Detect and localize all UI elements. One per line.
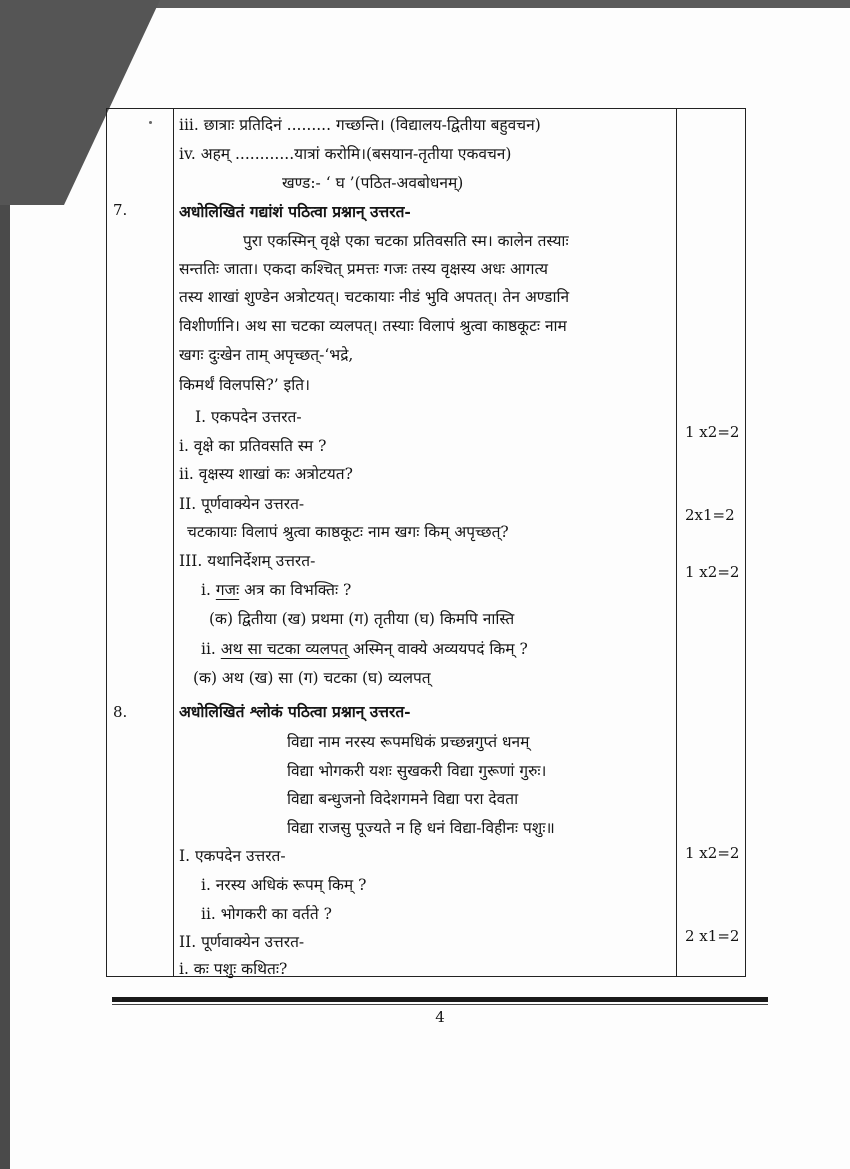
question-table [106, 108, 746, 977]
q7-part3-q1-suffix: अत्र का विभक्तिः ? [244, 581, 352, 599]
q8-part2-title: II. पूर्णवाक्येन उत्तरत- [179, 933, 305, 951]
q7-part2-marks: 2x1=2 [685, 506, 735, 524]
q7-part2-q1: चटकायाः विलापं श्रुत्वा काष्ठकूटः नाम खगः किम् अपृच्छत्? [187, 523, 509, 541]
q7-passage-line-1: पुरा एकस्मिन् वृक्षे एका चटका प्रतिवसति स्म। कालेन तस्याः [243, 232, 569, 250]
q7-part3-q1 [201, 580, 351, 600]
q7-part3-q1-underlined: गजः [215, 581, 240, 599]
q7-passage-line-3: तस्य शाखां शुण्डेन अत्रोटयत्। चटकायाः नीडं भुवि अपतत्। तेन अण्डानि [179, 288, 570, 306]
continuation-line-iv: iv. अहम् ............यात्रां करोमि।(बसयान-तृतीया एकवचन) [179, 145, 512, 163]
q7-passage-line-2: सन्ततिः जाता। एकदा कश्चित् प्रमत्तः गजः तस्य वृक्षस्य अधः आगत्य [179, 260, 549, 278]
continuation-line-iii: iii. छात्राः प्रतिदिनं ......... गच्छन्ति। (विद्यालय-द्वितीया बहुवचन) [179, 116, 541, 134]
q8-part1-q1: i. नरस्य अधिकं रूपम् किम् ? [201, 876, 367, 894]
q8-part1-q2: ii. भोगकरी का वर्तते ? [201, 905, 332, 923]
q8-verse-line-4: विद्या राजसु पूज्यते न हि धनं विद्या-विहीनः पशुः॥ [287, 819, 555, 837]
q7-part1-title: I. एकपदेन उत्तरत- [195, 408, 302, 426]
question-number-7: 7. [113, 201, 128, 219]
footer-rule-thin [112, 1004, 768, 1005]
q7-part3-q2 [201, 639, 528, 659]
scan-speck [149, 121, 152, 124]
page-number: 4 [435, 1008, 445, 1026]
q7-part3-marks: 1 x2=2 [685, 563, 740, 581]
q7-part3-q1-prefix: i. [201, 581, 211, 599]
q7-part3-q2-prefix: ii. [201, 640, 216, 658]
footer-rule [112, 997, 768, 1002]
q7-part3-q2-options: (क) अथ (ख) सा (ग) चटका (घ) व्यलपत् [193, 669, 431, 687]
q8-verse-line-1: विद्या नाम नरस्य रूपमधिकं प्रच्छन्नगुप्तं धनम् [287, 733, 530, 751]
q7-part3-q2-suffix: अस्मिन् वाक्ये अव्ययपदं किम् ? [352, 640, 528, 658]
q7-passage-line-6: किमर्थं विलपसि?’ इति। [179, 376, 310, 394]
question-number-8: 8. [113, 703, 128, 721]
q7-part3-q1-options: (क) द्वितीया (ख) प्रथमा (ग) तृतीया (घ) किमपि नास्ति [209, 610, 515, 628]
q7-passage-line-4: विशीर्णानि। अथ सा चटका व्यलपत्। तस्याः विलापं श्रुत्वा काष्ठकूटः नाम [179, 317, 567, 335]
question-body-column [174, 109, 677, 977]
q8-heading: अधोलिखितं श्लोकं पठित्वा प्रश्नान् उत्तरत- [179, 702, 411, 721]
question-number-column [107, 109, 174, 977]
q7-part1-marks: 1 x2=2 [685, 423, 740, 441]
marks-column [677, 109, 746, 977]
q7-part1-q2: ii. वृक्षस्य शाखां कः अत्रोटयत? [179, 465, 353, 483]
q7-part3-q2-underlined: अथ सा चटका व्यलपत् [220, 640, 348, 658]
q7-part2-title: II. पूर्णवाक्येन उत्तरत- [179, 495, 305, 513]
q8-part1-marks: 1 x2=2 [685, 844, 740, 862]
q8-verse-line-3: विद्या बन्धुजनो विदेशगमने विद्या परा देवता [287, 790, 519, 808]
q8-verse-line-2: विद्या भोगकरी यशः सुखकरी विद्या गुरूणां गुरुः। [287, 762, 547, 780]
q7-part1-q1: i. वृक्षे का प्रतिवसति स्म ? [179, 437, 327, 455]
q8-part2-q1: i. कः पशुः कथितः? [179, 960, 288, 978]
q8-part1-title: I. एकपदेन उत्तरत- [179, 847, 286, 865]
q7-passage-line-5: खगः दुःखेन ताम् अपृच्छत्-‘भद्रे, [179, 346, 354, 364]
section-heading-gha: खण्ड:- ‘ घ ’(पठित-अवबोधनम्) [282, 174, 464, 192]
q7-heading: अधोलिखितं गद्यांशं पठित्वा प्रश्नान् उत्तरत- [179, 202, 411, 221]
q7-part3-title: III. यथानिर्देशम् उत्तरत- [179, 552, 316, 570]
q8-part2-marks: 2 x1=2 [685, 927, 740, 945]
